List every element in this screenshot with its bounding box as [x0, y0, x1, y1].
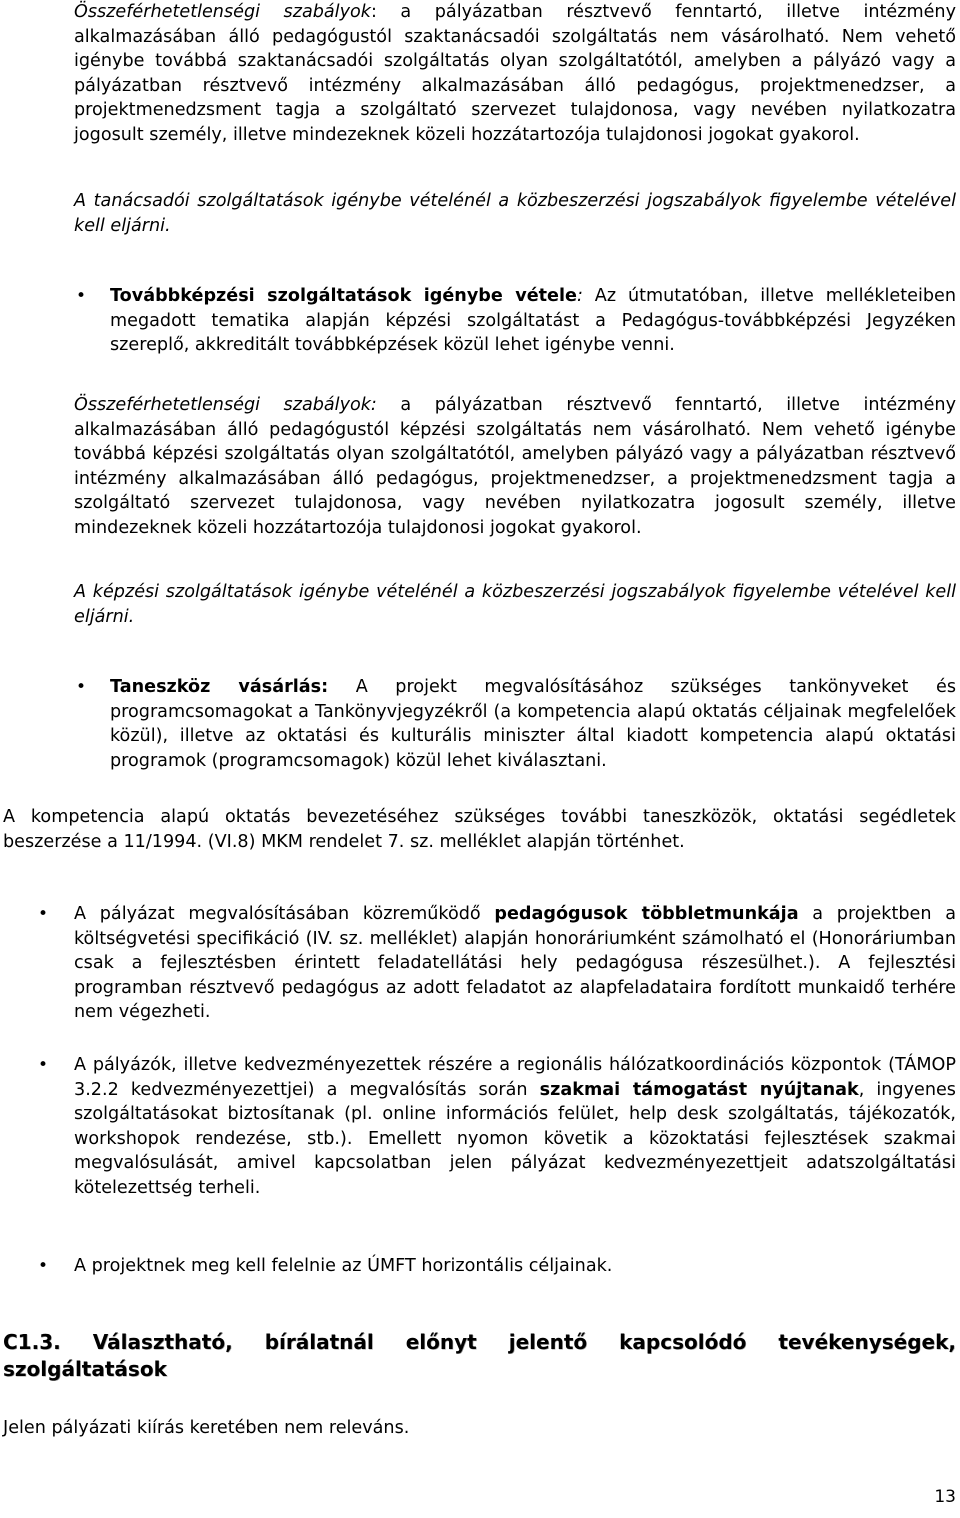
italic-lead: Összeférhetetlenségi szabályok: [74, 2, 371, 22]
colon: :: [576, 286, 583, 306]
bullet-text: A projekt megvalósításához szükséges tankönyveket és programcsomagokat a Tankönyvjegyzékről (a kompetencia alapú oktatás céljainak megfelelőek közül), illetve az oktatási és kulturális miniszter által kiadott kompetencia alapú oktatási programok (programcsomagok) közül lehet kiválasztani.: [110, 677, 956, 771]
bullet-horizontal-goals: [74, 1254, 956, 1279]
procurement-note-training: [74, 580, 956, 629]
bullet-text: , ingyenes szolgáltatásokat biztosítanak (pl. online információs felület, help desk szolgáltatás, tájékozatók, workshopok rendezése, stb.). Emellett nyomon követik a közoktatási fejlesztések szakmai megvalósulását, amivel kapcsolatban jelen pályázat kedvezményezettjeit adatszolgáltatási kötelezettség terheli.: [74, 1079, 956, 1198]
bullet-text: A pályázat megvalósításában közreműködő: [74, 904, 495, 924]
teaching-aids-paragraph: [3, 805, 956, 854]
bold-term: szakmai támogatást nyújtanak: [539, 1079, 859, 1100]
bullet-teacher-extra-work: [74, 902, 956, 1025]
italic-text: A tanácsadói szolgáltatások igénybe vételénél a közbeszerzési jogszabályok figyelembe vételével kell eljárni.: [74, 191, 956, 236]
bullet-text: Az útmutatóban, illetve mellékleteiben megadott tematika alapján képzési szolgáltatást a Pedagógus-továbbképzési Jegyzéken szereplő, akkreditált továbbképzések közül lehet igénybe venni.: [110, 286, 956, 356]
bullet-icon: •: [76, 286, 87, 306]
bullet-text: a projektben a költségvetési specifikáció (IV. sz. melléklet) alapján honoráriumként számolható el (Honoráriumban csak a fejlesztésben érintett feladatellátási hely pedagógusa részesülhet.). A fejlesztési programban résztvevő pedagógus az adott feladatot az alapfeladataira fordított munkaidő terhére nem végezheti.: [74, 904, 956, 1023]
bullet-icon: •: [38, 904, 49, 924]
page-number: 13: [934, 1487, 956, 1507]
paragraph-text: : a pályázatban résztvevő fenntartó, illetve intézmény alkalmazásában álló pedagógustól szaktanácsadói szolgáltatás nem vásárolható. Nem vehető igénybe továbbá szaktanácsadói szolgáltatás olyan szolgáltatótól, amelyben a pályázó vagy a pályázatban résztvevő intézmény alkalmazásában álló pedagógus, projektmenedzser, a projektmenedzsment tagja a szolgáltató szervezet tulajdonosa, vagy nevében nyilatkozatra jogosult személy, illetve mindezeknek közeli hozzátartozója tulajdonosi jogokat gyakorol.: [74, 2, 956, 145]
bullet-teaching-tools: [110, 675, 956, 773]
bullet-text: A pályázók, illetve kedvezményezettek részére a regionális hálózatkoordinációs központok (TÁMOP 3.2.2 kedvezményezettjei) a megvalósítás során: [74, 1055, 956, 1100]
italic-lead: Összeférhetetlenségi szabályok:: [74, 395, 377, 415]
paragraph-text: Jelen pályázati kiírás keretében nem releváns.: [3, 1418, 410, 1438]
procurement-note-advisory: [74, 189, 956, 238]
not-relevant-paragraph: [3, 1416, 956, 1441]
bullet-icon: •: [38, 1055, 49, 1075]
italic-text: A képzési szolgáltatások igénybe vételénél a közbeszerzési jogszabályok figyelembe vételével kell eljárni.: [74, 582, 956, 627]
conflict-rules-paragraph-advisory: [74, 0, 956, 148]
paragraph-text: A kompetencia alapú oktatás bevezetéséhez szükséges további taneszközök, oktatási segédletek beszerzése a 11/1994. (VI.8) MKM rendelet 7. sz. melléklet alapján történhet.: [3, 807, 956, 852]
bullet-icon: •: [38, 1256, 49, 1276]
bullet-title: Továbbképzési szolgáltatások igénybe vétele: [110, 286, 577, 306]
section-heading-c1-3: C1.3. Választható, bírálatnál előnyt jelentő kapcsolódó tevékenységek, szolgáltatások: [3, 1330, 956, 1381]
bullet-title: Taneszköz vásárlás:: [110, 677, 329, 697]
bullet-text: A projektnek meg kell felelnie az ÚMFT horizontális céljainak.: [74, 1256, 613, 1276]
bullet-training-services: [110, 284, 956, 358]
paragraph-text: a pályázatban résztvevő fenntartó, illetve intézmény alkalmazásában álló pedagógustól képzési szolgáltatás nem vásárolható. Nem vehető igénybe továbbá képzési szolgáltatás olyan szolgáltatótól, amelyben pályázó vagy a pályázatban résztvevő intézmény alkalmazásában álló pedagógus, projektmenedzser, a projektmenedzsment tagja a szolgáltató szervezet tulajdonosa, vagy nevében nyilatkozatra jogosult személy, illetve mindezeknek közeli hozzátartozója tulajdonosi jogokat gyakorol.: [74, 395, 956, 538]
conflict-rules-paragraph-training: [74, 393, 956, 541]
bullet-professional-support: [74, 1053, 956, 1201]
bullet-icon: •: [76, 677, 87, 697]
bold-term: pedagógusok többletmunkája: [494, 904, 799, 924]
